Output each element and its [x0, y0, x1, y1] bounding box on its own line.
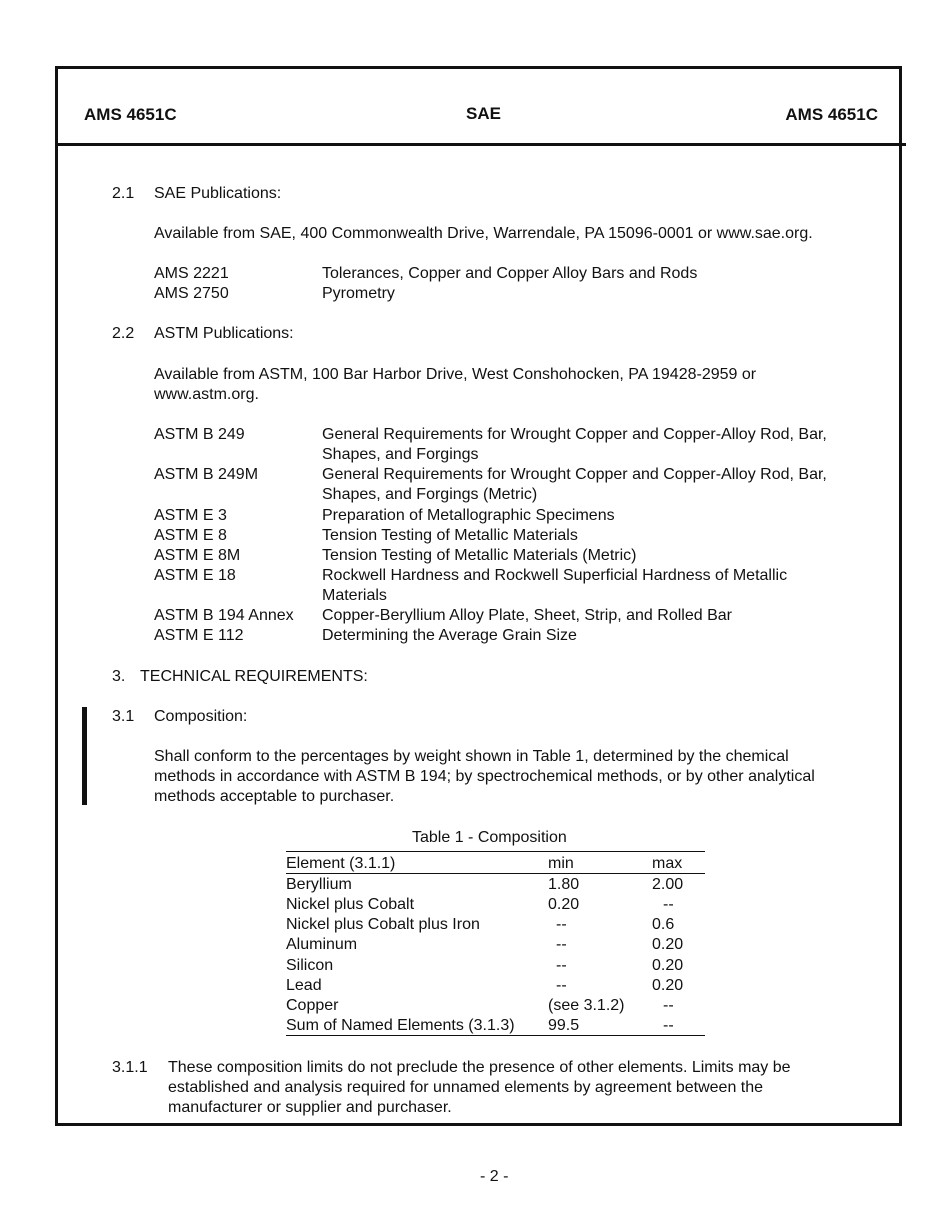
reference-code: ASTM E 112	[154, 627, 244, 644]
table-cell-max: --	[663, 896, 674, 913]
reference-code: ASTM B 249M	[154, 466, 259, 483]
availability-text: www.astm.org.	[154, 386, 259, 403]
availability-text: Available from ASTM, 100 Bar Harbor Drive, West Conshohocken, PA 19428-2959 or	[154, 366, 757, 383]
section-title: TECHNICAL REQUIREMENTS:	[140, 668, 368, 685]
reference-title: Preparation of Metallographic Specimens	[322, 507, 615, 524]
reference-title: General Requirements for Wrought Copper and Copper-Alloy Rod, Bar,	[322, 466, 827, 483]
table-header-rule	[286, 873, 705, 874]
table-top-rule	[286, 851, 705, 852]
availability-text: Available from SAE, 400 Commonwealth Drive, Warrendale, PA 15096-0001 or www.sae.org.	[154, 225, 813, 242]
table-cell-min: --	[556, 916, 567, 933]
paragraph-line: methods acceptable to purchaser.	[154, 788, 395, 805]
table-cell-element: Aluminum	[286, 936, 358, 953]
table-cell-max: --	[663, 997, 674, 1014]
reference-title: Shapes, and Forgings (Metric)	[322, 486, 538, 503]
section-number: 3.	[112, 668, 126, 685]
reference-title: Determining the Average Grain Size	[322, 627, 577, 644]
reference-title: Pyrometry	[322, 285, 395, 302]
table-cell-element: Nickel plus Cobalt plus Iron	[286, 916, 480, 933]
section-number: 2.2	[112, 325, 135, 342]
header-left-code: AMS 4651C	[84, 105, 177, 124]
table-cell-min: --	[556, 936, 567, 953]
reference-title: General Requirements for Wrought Copper and Copper-Alloy Rod, Bar,	[322, 426, 827, 443]
section-number: 3.1	[112, 708, 135, 725]
table-cell-min: (see 3.1.2)	[548, 997, 625, 1014]
reference-code: ASTM B 194 Annex	[154, 607, 294, 624]
table-cell-min: 99.5	[548, 1017, 580, 1034]
section-title: SAE Publications:	[154, 185, 282, 202]
table-cell-element: Lead	[286, 977, 322, 994]
table-cell-max: 0.20	[652, 957, 684, 974]
table-caption: Table 1 - Composition	[412, 829, 567, 846]
column-header-min: min	[548, 855, 574, 872]
table-cell-element: Silicon	[286, 957, 334, 974]
paragraph-line: methods in accordance with ASTM B 194; by spectrochemical methods, or by other analytical	[154, 768, 815, 785]
reference-title: Shapes, and Forgings	[322, 446, 479, 463]
revision-change-bar	[82, 707, 87, 805]
reference-title: Tension Testing of Metallic Materials	[322, 527, 578, 544]
reference-title: Materials	[322, 587, 387, 604]
table-bottom-rule	[286, 1035, 705, 1036]
reference-code: ASTM E 3	[154, 507, 227, 524]
reference-code: ASTM B 249	[154, 426, 245, 443]
paragraph-line: manufacturer or supplier and purchaser.	[168, 1099, 452, 1116]
paragraph-line: Shall conform to the percentages by weight shown in Table 1, determined by the chemical	[154, 748, 789, 765]
reference-title: Tolerances, Copper and Copper Alloy Bars and Rods	[322, 265, 698, 282]
reference-code: ASTM E 18	[154, 567, 236, 584]
table-cell-max: 0.20	[652, 936, 684, 953]
table-cell-element: Sum of Named Elements (3.1.3)	[286, 1017, 515, 1034]
table-cell-max: 2.00	[652, 876, 684, 893]
section-number: 2.1	[112, 185, 135, 202]
table-cell-max: 0.6	[652, 916, 675, 933]
column-header-element: Element (3.1.1)	[286, 855, 396, 872]
table-cell-min: 1.80	[548, 876, 580, 893]
section-title: Composition:	[154, 708, 248, 725]
table-cell-min: 0.20	[548, 896, 580, 913]
page-number: - 2 -	[480, 1168, 509, 1185]
table-cell-min: --	[556, 977, 567, 994]
table-cell-element: Beryllium	[286, 876, 352, 893]
reference-code: ASTM E 8M	[154, 547, 241, 564]
reference-title: Copper-Beryllium Alloy Plate, Sheet, Strip, and Rolled Bar	[322, 607, 732, 624]
table-cell-element: Nickel plus Cobalt	[286, 896, 415, 913]
reference-code: AMS 2221	[154, 265, 229, 282]
header-center-title: SAE	[466, 104, 501, 123]
reference-title: Tension Testing of Metallic Materials (Metric)	[322, 547, 637, 564]
reference-code: AMS 2750	[154, 285, 229, 302]
section-number: 3.1.1	[112, 1059, 148, 1076]
section-title: ASTM Publications:	[154, 325, 294, 342]
column-header-max: max	[652, 855, 683, 872]
table-cell-min: --	[556, 957, 567, 974]
header-rule	[55, 143, 906, 146]
table-cell-max: 0.20	[652, 977, 684, 994]
paragraph-line: These composition limits do not preclude the presence of other elements. Limits may be	[168, 1059, 791, 1076]
table-cell-max: --	[663, 1017, 674, 1034]
paragraph-line: established and analysis required for unnamed elements by agreement between the	[168, 1079, 764, 1096]
header-right-code: AMS 4651C	[785, 105, 878, 124]
table-cell-element: Copper	[286, 997, 339, 1014]
reference-code: ASTM E 8	[154, 527, 227, 544]
reference-title: Rockwell Hardness and Rockwell Superficial Hardness of Metallic	[322, 567, 788, 584]
